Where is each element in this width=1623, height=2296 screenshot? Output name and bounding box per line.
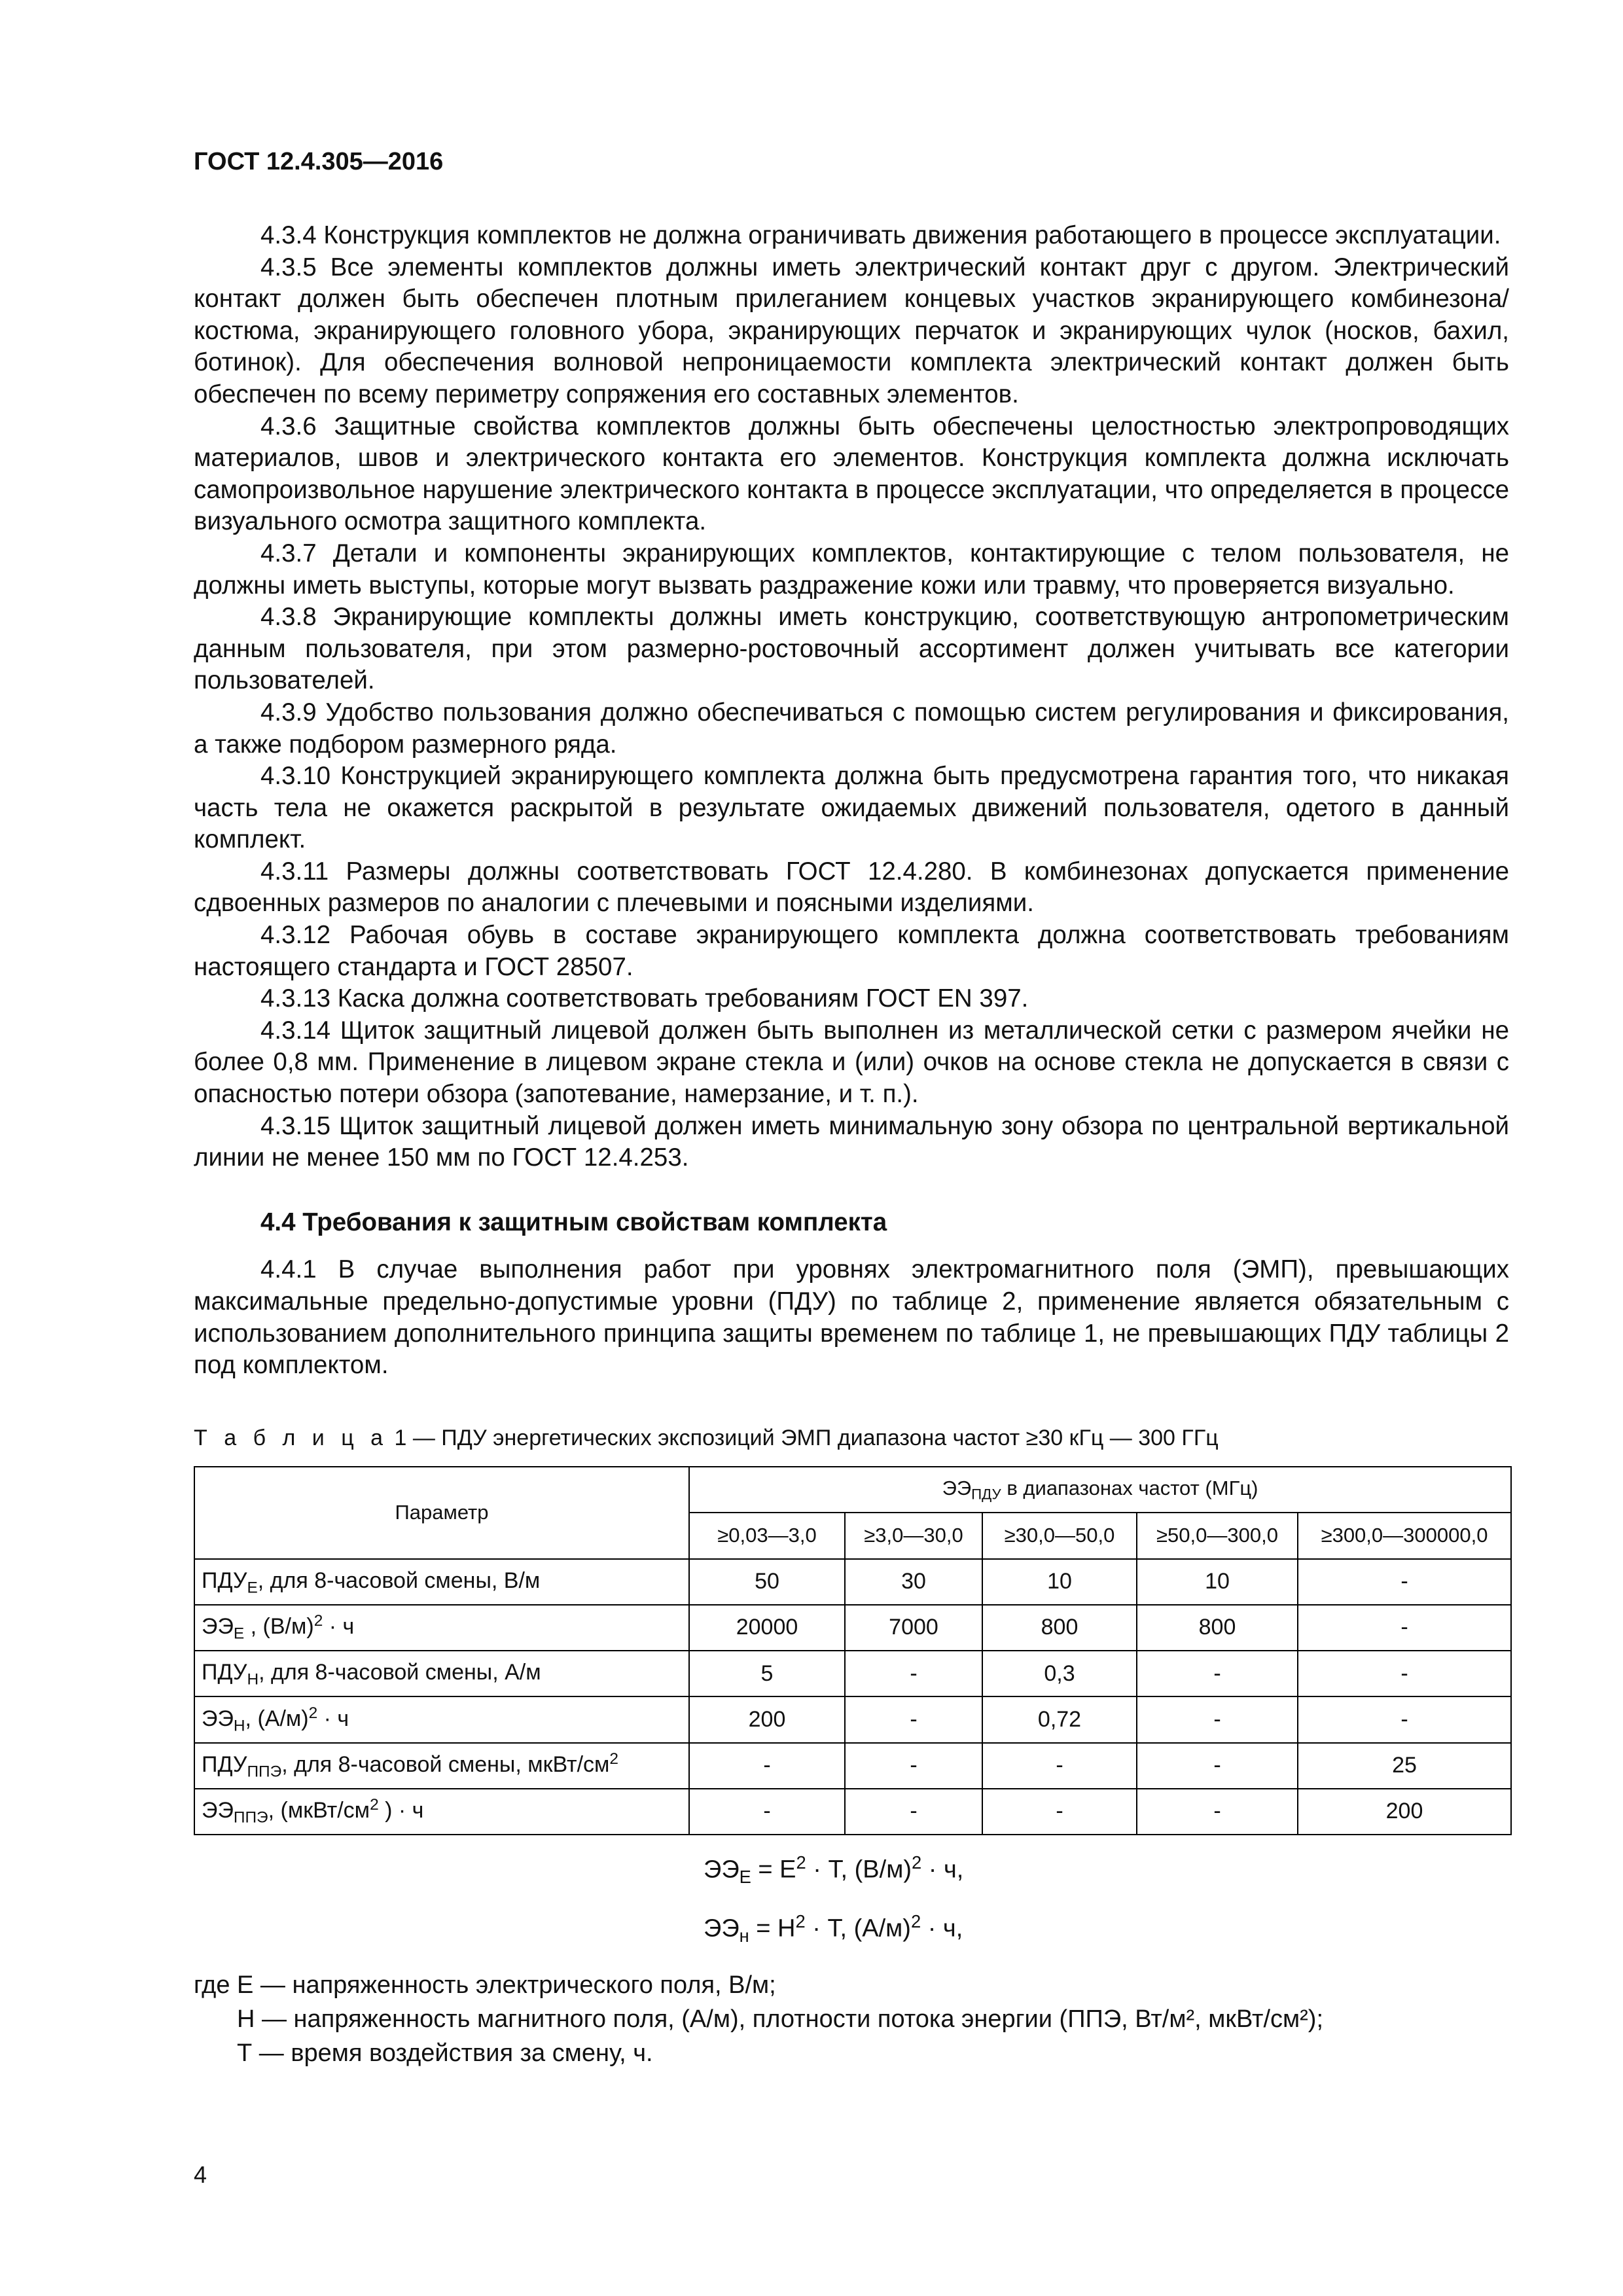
- value-cell: 200: [689, 1696, 845, 1742]
- paragraph-4-3-9: 4.3.9 Удобство пользования должно обеспечиваться с помощью систем регулирования и фиксирования, а также подбором размерного ряда.: [194, 698, 1509, 759]
- range-header: ≥50,0—300,0: [1137, 1513, 1298, 1558]
- param-cell: $ЭЭ_Е$ , $(В/м)^2 \cdot ч$: [194, 1605, 689, 1651]
- value-cell: 200: [1298, 1789, 1511, 1835]
- value-cell: -: [1298, 1605, 1511, 1651]
- page-number: 4: [194, 2161, 207, 2188]
- value-cell: -: [1298, 1559, 1511, 1605]
- formula-ee-e: $ЭЭ_Е = Е^2 \cdot Т$, $(В/м)^2 \cdot ч$,: [704, 1852, 964, 1887]
- body-text: [194, 220, 1509, 1382]
- table-caption-text: 1 — ПДУ энергетических экспозиций ЭМП диапазона частот ≥30 кГц — 300 ГГц: [388, 1426, 1219, 1450]
- table-1: [194, 1466, 1512, 1835]
- where-line-t: Т — время воздействия за смену, ч.: [237, 2039, 653, 2067]
- table-row: [194, 1651, 1511, 1696]
- table-caption-prefix: Т а б л и ц а: [194, 1426, 389, 1450]
- table-header-row: [194, 1467, 1511, 1513]
- value-cell: -: [689, 1743, 845, 1789]
- value-cell: -: [689, 1789, 845, 1835]
- paragraph-4-3-12: 4.3.12 Рабочая обувь в составе экранирующего комплекта должна соответствовать требованиям настоящего стандарта и ГОСТ 28507.: [194, 921, 1509, 981]
- range-header: ≥3,0—30,0: [845, 1513, 982, 1558]
- value-cell: -: [1137, 1696, 1298, 1742]
- paragraph-4-3-7: 4.3.7 Детали и компоненты экранирующих комплектов, контактирующие с телом пользователя, не должны иметь выступы, которые могут вызвать раздражение кожи или травму, что проверяется визуально.: [194, 539, 1509, 600]
- value-cell: -: [1137, 1743, 1298, 1789]
- paragraph-4-3-6: 4.3.6 Защитные свойства комплектов должны быть обеспечены целостностью электропроводящих материалов, швов и электрического контакта его элементов. Конструкция комплекта должна исключать самопроизвольное нарушение электрического контакта в процессе эксплуатации, что определяется в процессе визуального осмотра защитного комплекта.: [194, 412, 1509, 536]
- value-cell: 0,72: [982, 1696, 1137, 1742]
- where-line-h: Н — напряженность магнитного поля, (А/м), плотности потока энергии (ППЭ, Вт/м², мкВт/см²);: [237, 2005, 1323, 2033]
- range-header: ≥0,03—3,0: [689, 1513, 845, 1558]
- paragraph-4-3-8: 4.3.8 Экранирующие комплекты должны иметь конструкцию, соответствующую антропометрическим данным пользователя, при этом размерно-ростовочный ассортимент должен учитывать все категории пользователей.: [194, 603, 1509, 695]
- value-cell: 800: [1137, 1605, 1298, 1651]
- range-group-header: $ЭЭ_{ПДУ}$ в диапазонах частот (МГц): [689, 1467, 1511, 1513]
- param-cell: $ПДУ_Е$, для 8-часовой смены, В/м: [194, 1559, 689, 1605]
- value-cell: -: [845, 1743, 982, 1789]
- table-1-caption: [194, 1426, 1219, 1451]
- value-cell: -: [845, 1651, 982, 1696]
- param-cell: $ЭЭ_{ППЭ}$, ($мкВт/см^2$ ) · ч: [194, 1789, 689, 1835]
- param-cell: $ПДУ_Н$, для 8-часовой смены, А/м: [194, 1651, 689, 1696]
- value-cell: -: [1298, 1696, 1511, 1742]
- value-cell: -: [845, 1696, 982, 1742]
- table-row: [194, 1743, 1511, 1789]
- value-cell: -: [845, 1789, 982, 1835]
- table-row: [194, 1605, 1511, 1651]
- table-row: [194, 1789, 1511, 1835]
- paragraph-4-3-10: 4.3.10 Конструкцией экранирующего комплекта должна быть предусмотрена гарантия того, что никакая часть тела не окажется раскрытой в результате ожидаемых движений пользователя, одетого в данный комплект.: [194, 762, 1509, 854]
- formula-ee-h: $ЭЭ_н = Н^2 \cdot Т$, $(А/м)^2 \cdot ч$,: [704, 1911, 963, 1946]
- paragraph-4-3-4: 4.3.4 Конструкция комплектов не должна ограничивать движения работающего в процессе эксплуатации.: [260, 221, 1501, 249]
- paragraph-4-4-1: 4.4.1 В случае выполнения работ при уровнях электромагнитного поля (ЭМП), превышающих максимальные предельно-допустимые уровни (ПДУ) по таблице 2, применение является обязательным с использованием дополнительного принципа защиты временем по таблице 1, не превышающих ПДУ таблицы 2 под комплектом.: [194, 1255, 1509, 1380]
- paragraph-4-3-15: 4.3.15 Щиток защитный лицевой должен иметь минимальную зону обзора по центральной вертикальной линии не менее 150 мм по ГОСТ 12.4.253.: [194, 1111, 1509, 1172]
- value-cell: -: [982, 1743, 1137, 1789]
- value-cell: 20000: [689, 1605, 845, 1651]
- value-cell: 5: [689, 1651, 845, 1696]
- value-cell: 0,3: [982, 1651, 1137, 1696]
- value-cell: 7000: [845, 1605, 982, 1651]
- paragraph-4-3-13: 4.3.13 Каска должна соответствовать требованиям ГОСТ EN 397.: [260, 984, 1029, 1013]
- value-cell: 10: [1137, 1559, 1298, 1605]
- table-row: [194, 1696, 1511, 1742]
- value-cell: -: [1137, 1789, 1298, 1835]
- value-cell: 50: [689, 1559, 845, 1605]
- paragraph-4-3-14: 4.3.14 Щиток защитный лицевой должен быть выполнен из металлической сетки с размером ячейки не более 0,8 мм. Применение в лицевом экране стекла и (или) очков на основе стекла не допускается в связи с опасностью потери обзора (запотевание, намерзание, и т. п.).: [194, 1016, 1509, 1109]
- document-header: ГОСТ 12.4.305—2016: [194, 148, 444, 175]
- value-cell: 10: [982, 1559, 1137, 1605]
- value-cell: -: [1137, 1651, 1298, 1696]
- where-line-e: где Е — напряженность электрического поля, В/м;: [194, 1971, 776, 1999]
- section-4-4-title: 4.4 Требования к защитным свойствам комплекта: [260, 1208, 887, 1236]
- value-cell: 800: [982, 1605, 1137, 1651]
- paragraph-4-3-11: 4.3.11 Размеры должны соответствовать ГОСТ 12.4.280. В комбинезонах допускается применение сдвоенных размеров по аналогии с плечевыми и поясными изделиями.: [194, 857, 1509, 918]
- range-header: ≥30,0—50,0: [982, 1513, 1137, 1558]
- range-header: ≥300,0—300000,0: [1298, 1513, 1511, 1558]
- value-cell: -: [1298, 1651, 1511, 1696]
- table-row: [194, 1559, 1511, 1605]
- value-cell: 30: [845, 1559, 982, 1605]
- paragraph-4-3-5: 4.3.5 Все элементы комплектов должны иметь электрический контакт друг с другом. Электрический контакт должен быть обеспечен плотным прилеганием концевых участков экранирующего комбинезона/костюма, экранирующего головного убора, экранирующих перчаток и экранирующих чулок (носков, бахил, ботинок). Для обеспечения волновой непроницаемости комплекта электрический контакт должен быть обеспечен по всему периметру сопряжения его составных элементов.: [194, 253, 1509, 408]
- value-cell: -: [982, 1789, 1137, 1835]
- param-cell: $ЭЭ_Н$, $(А/м)^2 \cdot ч$: [194, 1696, 689, 1742]
- param-cell: $ПДУ_{ППЭ}$, для 8-часовой смены, мкВт/$см^2$: [194, 1743, 689, 1789]
- param-header: Параметр: [194, 1467, 689, 1559]
- value-cell: 25: [1298, 1743, 1511, 1789]
